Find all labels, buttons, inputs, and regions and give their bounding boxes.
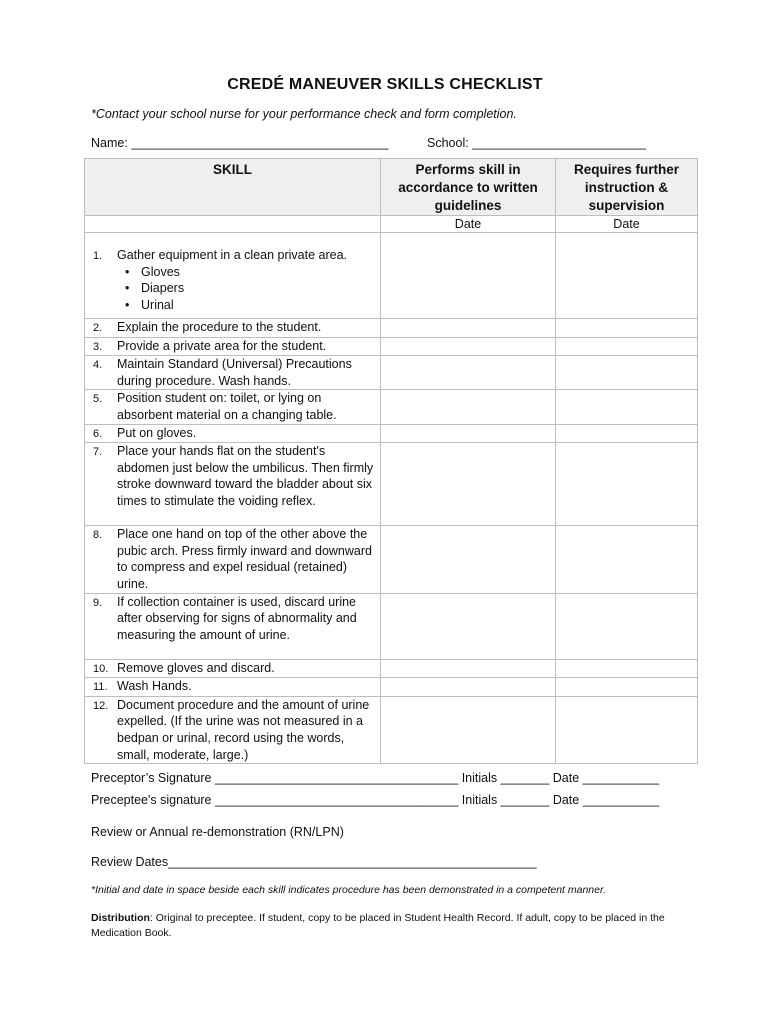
performs-date-cell[interactable] (381, 593, 556, 659)
skill-cell (85, 424, 381, 443)
skill-number: 3. (93, 340, 103, 353)
table-row (85, 337, 698, 356)
requires-date-cell[interactable] (556, 356, 698, 390)
requires-date-label: Date (556, 216, 698, 233)
requires-date-cell[interactable] (556, 319, 698, 338)
skill-cell (85, 526, 381, 593)
distribution-note (91, 911, 691, 941)
review-label: Review or Annual re-demonstration (RN/LPN) (91, 825, 344, 839)
table-row (85, 526, 698, 593)
skill-item (89, 678, 380, 696)
school-field[interactable]: School: _________________________ (427, 136, 646, 150)
distribution-label: Distribution (91, 912, 150, 924)
table-row (85, 593, 698, 659)
performs-date-label: Date (381, 216, 556, 233)
skill-description: Wash Hands. (117, 679, 192, 694)
equipment-list (117, 264, 374, 314)
performs-date-cell[interactable] (381, 443, 556, 526)
skills-checklist-table (84, 158, 698, 764)
performs-date-cell[interactable] (381, 526, 556, 593)
skill-cell (85, 443, 381, 526)
skill-cell (85, 233, 381, 319)
skill-item (89, 443, 380, 509)
skill-description: Provide a private area for the student. (117, 338, 327, 353)
table-row (85, 356, 698, 390)
skill-text (117, 697, 380, 763)
skill-text (117, 443, 380, 509)
review-dates-line[interactable]: Review Dates_____________________________________________________ (91, 855, 537, 869)
skill-number: 1. (93, 250, 103, 262)
skill-item (89, 319, 380, 337)
skill-number: 12. (93, 699, 109, 712)
skill-item (89, 425, 380, 443)
skill-item (89, 356, 380, 389)
skill-text (117, 390, 380, 423)
skill-number: 7. (93, 446, 103, 459)
skill-description: Place one hand on top of the other above the pubic arch. Press firmly inward and downward to compress and expel residual (retained) urine. (117, 527, 372, 591)
skill-number: 9. (93, 596, 103, 609)
skill-item (89, 660, 380, 678)
skill-text (117, 678, 380, 696)
skill-description: Position student on: toilet, or lying on absorbent material on a changing table. (117, 391, 337, 422)
performs-date-cell[interactable] (381, 356, 556, 390)
skill-text (117, 660, 380, 678)
skill-cell (85, 337, 381, 356)
skill-number: 6. (93, 427, 103, 440)
skill-item (89, 338, 380, 356)
skill-column-header: SKILL (85, 159, 381, 216)
table-row (85, 390, 698, 424)
skill-text (117, 247, 380, 313)
skill-description: Put on gloves. (117, 425, 197, 440)
requires-date-cell[interactable] (556, 678, 698, 697)
requires-date-cell[interactable] (556, 696, 698, 763)
page-title: CREDÉ MANEUVER SKILLS CHECKLIST (227, 76, 543, 93)
table-row (85, 659, 698, 678)
equipment-item: • Diapers (141, 280, 374, 297)
skill-text (117, 594, 380, 644)
skill-description: Document procedure and the amount of urine expelled. (If the urine was not measured in a bedpan or urinal, record using the words, small, moderate, large.) (117, 697, 370, 762)
instructions-subtitle: *Contact your school nurse for your performance check and form completion. (91, 107, 517, 121)
performs-date-cell[interactable] (381, 424, 556, 443)
performs-date-cell[interactable] (381, 233, 556, 319)
table-row (85, 696, 698, 763)
performs-date-cell[interactable] (381, 678, 556, 697)
table-row (85, 443, 698, 526)
requires-date-cell[interactable] (556, 337, 698, 356)
table-row (85, 233, 698, 319)
skill-text (117, 338, 380, 356)
requires-column-header: Requires further instruction & supervision (556, 159, 698, 216)
requires-date-cell[interactable] (556, 659, 698, 678)
table-row (85, 424, 698, 443)
requires-date-cell[interactable] (556, 424, 698, 443)
skill-cell (85, 678, 381, 697)
skill-number: 10. (93, 662, 109, 675)
skill-cell (85, 659, 381, 678)
skill-cell (85, 593, 381, 659)
requires-date-cell[interactable] (556, 526, 698, 593)
skill-description: Gather equipment in a clean private area. (117, 248, 347, 262)
skill-cell (85, 696, 381, 763)
skill-number: 5. (93, 393, 103, 406)
skill-description: Place your hands flat on the student's abdomen just below the umbilicus. Then firmly stroke downward toward the bladder about six times to stimulate the voiding reflex. (117, 444, 374, 508)
table-row (85, 678, 698, 697)
footnote: *Initial and date in space beside each skill indicates procedure has been demonstrated in a competent manner. (91, 884, 607, 896)
table-row (85, 319, 698, 338)
requires-date-cell[interactable] (556, 233, 698, 319)
performs-date-cell[interactable] (381, 696, 556, 763)
performs-date-cell[interactable] (381, 390, 556, 424)
skill-item (89, 594, 380, 644)
performs-date-cell[interactable] (381, 337, 556, 356)
name-field[interactable]: Name: _____________________________________ (91, 136, 389, 150)
skill-description: Maintain Standard (Universal) Precautions during procedure. Wash hands. (117, 357, 352, 388)
skill-number: 2. (93, 322, 103, 334)
preceptee-signature-line[interactable]: Preceptee's signature ___________________________________ Initials _______ Date ___________ (91, 793, 660, 807)
performs-column-header: Performs skill in accordance to written guidelines (381, 159, 556, 216)
skill-item (89, 697, 380, 763)
skill-item (89, 247, 380, 313)
performs-date-cell[interactable] (381, 319, 556, 338)
performs-date-cell[interactable] (381, 659, 556, 678)
skill-item (89, 390, 380, 423)
date-row-spacer (85, 216, 381, 233)
equipment-item: • Gloves (141, 264, 374, 281)
equipment-item: • Urinal (141, 297, 374, 314)
skill-description: Explain the procedure to the student. (117, 320, 322, 334)
skill-text (117, 356, 380, 389)
requires-date-cell[interactable] (556, 443, 698, 526)
skill-description: Remove gloves and discard. (117, 660, 275, 675)
skill-description: If collection container is used, discard urine after observing for signs of abnormality and measuring the amount of urine. (117, 594, 357, 642)
skill-cell (85, 390, 381, 424)
skill-text (117, 319, 380, 337)
skill-number: 8. (93, 529, 103, 542)
preceptor-signature-line[interactable]: Preceptor’s Signature ___________________________________ Initials _______ Date ___________ (91, 771, 660, 785)
skill-item (89, 526, 380, 592)
requires-date-cell[interactable] (556, 390, 698, 424)
skill-text (117, 425, 380, 443)
skill-text (117, 526, 380, 592)
requires-date-cell[interactable] (556, 593, 698, 659)
skill-cell (85, 319, 381, 338)
distribution-text: : Original to preceptee. If student, copy to be placed in Student Health Record. If adult, copy to be placed in the Medication Book. (91, 912, 665, 939)
skill-number: 11. (93, 681, 108, 694)
skill-cell (85, 356, 381, 390)
skill-number: 4. (93, 359, 103, 372)
